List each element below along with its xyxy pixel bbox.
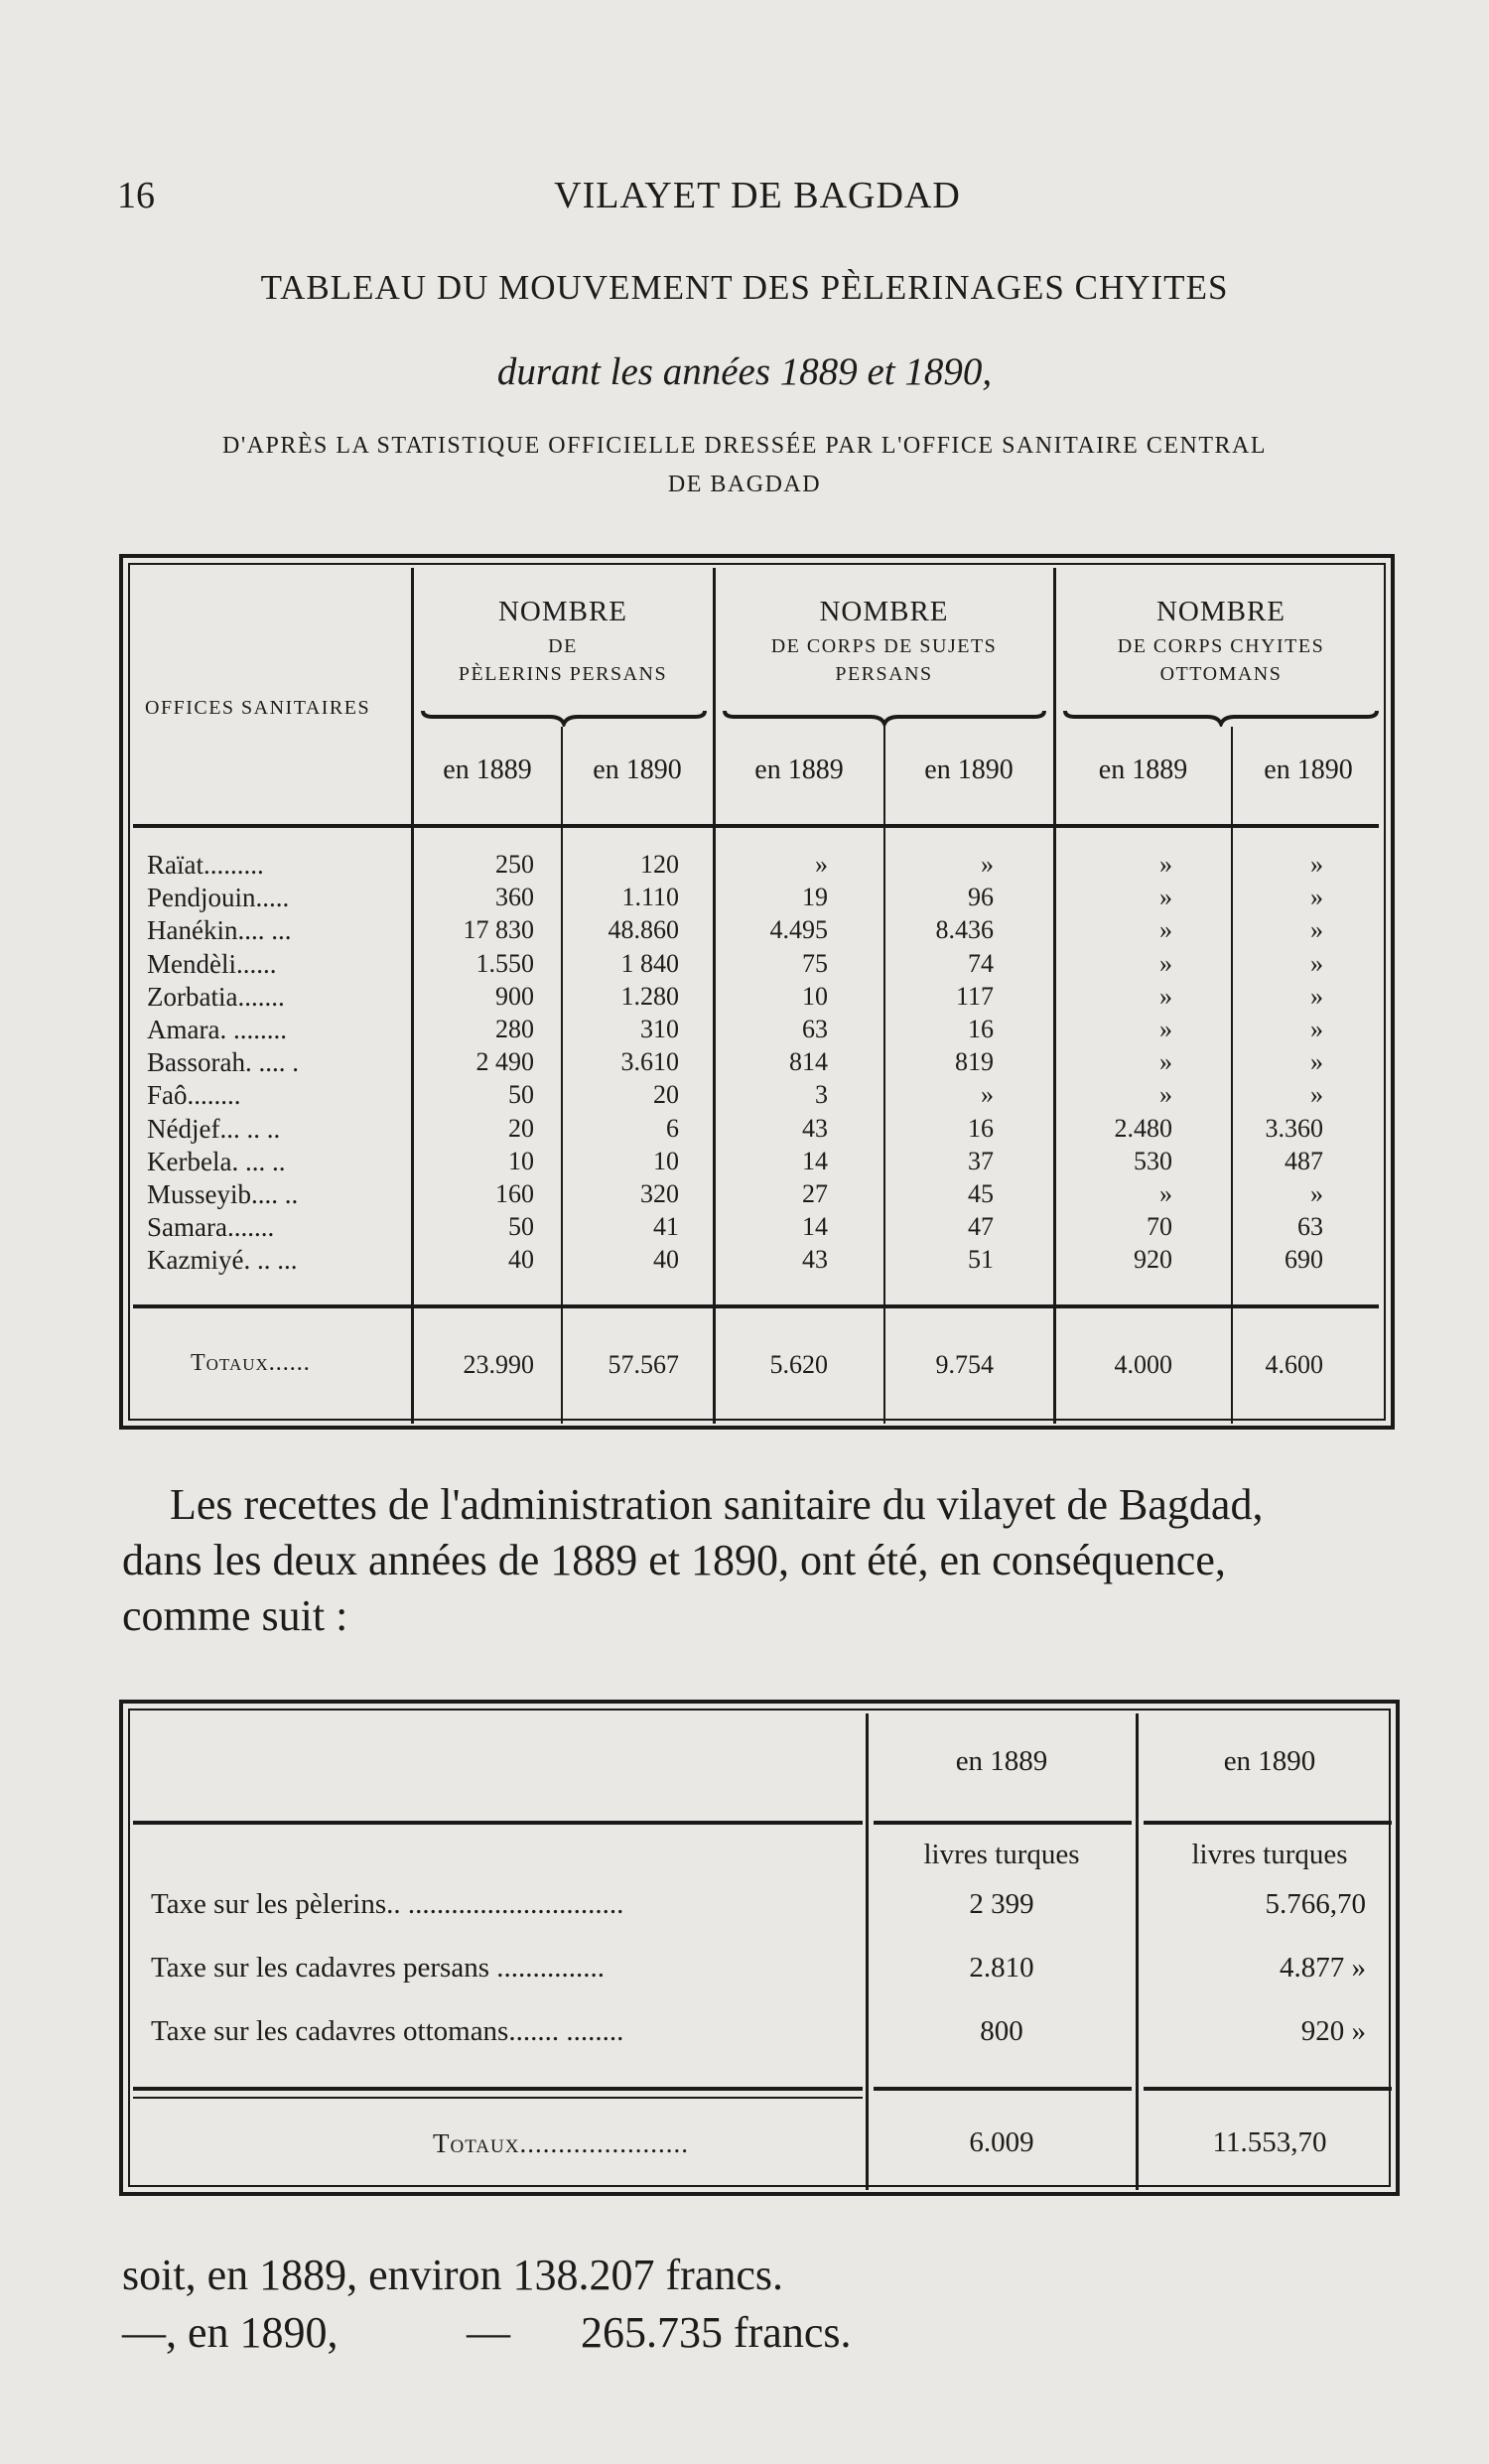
year-header: en 1890 [593,754,682,785]
table-cell: 74 [968,948,994,978]
total-value: 6.009 [969,2126,1034,2158]
total-value: 9.754 [935,1350,994,1379]
total-value: 57.567 [608,1350,679,1379]
table-cell: 16 [968,1113,994,1143]
table-cell: 20 [653,1080,679,1110]
table-cell: 360 [495,883,534,912]
year-header: en 1890 [924,754,1014,785]
table-cell: 3.360 [1265,1113,1323,1143]
table-cell: » [1159,1080,1172,1110]
office-name: Musseyib.... .. [147,1179,299,1209]
table-cell: 96 [968,883,994,912]
table-cell: 50 [508,1080,534,1110]
receipt-value: 4.877 » [1280,1952,1366,1984]
office-name: Kazmiyé. .. ... [147,1245,298,1276]
table-cell: 320 [640,1179,679,1208]
receipts-table [119,1700,1400,2196]
office-name: Faô........ [147,1080,241,1111]
table-cell: 690 [1285,1245,1323,1275]
group-header-1-line1: NOMBRE [497,596,628,627]
table-cell: 4.495 [769,915,828,945]
paragraph-line: Les recettes de l'administration sanitaire du vilayet de Bagdad, [170,1480,1264,1529]
conclusion-line-1: soit, en 1889, environ 138.207 francs. [122,2251,783,2299]
table-cell: 10 [653,1146,679,1175]
receipt-value: 2.810 [969,1952,1034,1984]
table-cell: 20 [508,1113,534,1143]
table-cell: 530 [1134,1146,1172,1175]
group-header-1-line2: DE [548,635,578,657]
total-value: 4.600 [1265,1350,1323,1379]
table-cell: » [981,1080,994,1110]
table-cell: 814 [789,1047,828,1077]
table-cell: 819 [955,1047,994,1077]
unit-header: livres turques [1191,1839,1348,1870]
office-name: Kerbela. ... .. [147,1146,286,1176]
office-name: Nédjef... .. .. [147,1113,281,1144]
office-name: Pendjouin..... [147,883,290,913]
table-cell: 1.280 [620,981,679,1011]
table-cell: 41 [653,1212,679,1242]
group-header-3-line2: DE CORPS CHYITES [1117,635,1325,657]
office-name: Bassorah. .... . [147,1047,299,1078]
table-cell: 920 [1134,1245,1172,1275]
table-cell: 17 830 [463,915,534,945]
table-cell: 310 [640,1015,679,1043]
table-cell: 43 [802,1113,828,1143]
receipt-label: Taxe sur les cadavres persans ............... [151,1952,605,1984]
table-cell: 19 [802,883,828,912]
table-cell: 3.610 [620,1047,679,1077]
table-cell: 40 [653,1245,679,1275]
table-cell: 1.550 [475,948,534,978]
table-cell: 14 [802,1212,828,1242]
total-value: 23.990 [463,1350,534,1379]
table-cell: 37 [968,1146,994,1175]
conclusion-line-2a: —, en 1890, [122,2308,338,2357]
table-cell: 117 [955,981,994,1011]
table-cell: » [1159,1047,1172,1077]
table-cell: » [1310,1179,1323,1208]
year-header: en 1889 [443,754,532,785]
table-cell: » [1310,883,1323,912]
body-paragraph [122,1477,1403,1644]
table-cell: 50 [508,1212,534,1242]
table-title: TABLEAU DU MOUVEMENT DES PÈLERINAGES CHYITES [260,268,1229,307]
table-cell: 487 [1285,1146,1323,1175]
conclusion-line-2b: — [467,2308,510,2357]
column-divider [1136,1713,1139,2190]
table-cell: » [1159,883,1172,912]
table-cell: 160 [495,1179,534,1208]
total-value: 4.000 [1114,1350,1172,1379]
table-cell: 250 [495,850,534,879]
group-header-2-line3: PERSANS [835,663,933,685]
office-name: Samara....... [147,1212,275,1243]
table-cell: 16 [968,1015,994,1043]
office-name: Hanékin.... ... [147,915,292,946]
table-cell: 63 [1297,1212,1323,1242]
table-cell: 70 [1147,1212,1172,1242]
totals-rule [133,2097,863,2099]
header-rule [133,1821,863,1825]
table-cell: 47 [968,1212,994,1242]
group-header-2-line2: DE CORPS DE SUJETS [770,635,998,657]
table-cell: » [1159,850,1172,879]
year-header: en 1889 [1098,754,1188,785]
table-cell: 48.860 [608,915,679,945]
header-rule [874,1821,1132,1825]
receipt-label: Taxe sur les pèlerins.. .............................. [151,1888,624,1920]
running-title: VILAYET DE BAGDAD [554,175,961,216]
table-cell: » [1310,1015,1323,1043]
table-cell: 51 [968,1245,994,1275]
pilgrimage-table [119,554,1395,1430]
table-cell: 280 [495,1015,534,1043]
table-cell: 43 [802,1245,828,1275]
table-cell: » [1310,1080,1323,1110]
table-cell: 10 [508,1146,534,1175]
table-cell: 75 [802,948,828,978]
group-header-3-line1: NOMBRE [1155,596,1286,627]
table-cell: » [1159,915,1172,945]
table-cell: 900 [495,981,534,1011]
column-divider [866,1713,869,2190]
receipt-value: 920 » [1300,2015,1366,2047]
table-source-line-2: DE BAGDAD [667,472,822,497]
year-header: en 1889 [955,1745,1048,1777]
receipt-value: 800 [980,2015,1023,2047]
table-cell: 63 [802,1015,828,1043]
receipt-label: Taxe sur les cadavres ottomans....... ........ [151,2015,624,2047]
year-header: en 1890 [1264,754,1353,785]
table-cell: » [1159,981,1172,1011]
group-header-2-line1: NOMBRE [819,596,949,627]
table-cell: » [1310,948,1323,978]
year-header: en 1890 [1223,1745,1316,1777]
row-header: OFFICES SANITAIRES [145,697,371,719]
table-cell: 8.436 [935,915,994,945]
office-name: Raïat......... [147,850,264,880]
conclusion-line-2c: 265.735 francs. [581,2308,852,2357]
totals-rule [874,2087,1132,2091]
table-cell: 2.480 [1114,1113,1172,1143]
table-cell: » [1159,1179,1172,1208]
table-subtitle: durant les années 1889 et 1890, [496,350,993,393]
table-cell: 27 [802,1179,828,1208]
group-header-3-line3: OTTOMANS [1159,663,1283,685]
table-cell: » [1159,948,1172,978]
table-cell: 10 [802,981,828,1011]
table-cell: 2 490 [475,1047,534,1077]
totals-rule [133,2087,863,2091]
group-header-1-line3: PÈLERINS PERSANS [458,663,668,685]
office-name: Mendèli...... [147,948,277,979]
page-number: 16 [117,175,155,216]
receipt-value: 2 399 [969,1888,1034,1920]
running-header [117,174,1398,223]
totals-label: Totaux...... [191,1350,311,1376]
office-name: Zorbatia....... [147,981,285,1012]
table-cell: » [1159,1015,1172,1043]
receipt-value: 5.766,70 [1265,1888,1366,1920]
unit-header: livres turques [923,1839,1080,1870]
table-cell: 6 [666,1113,679,1143]
table-body [123,558,1391,1426]
total-value: 5.620 [769,1350,828,1379]
paragraph-line: comme suit : [122,1591,348,1640]
table-cell: » [981,850,994,879]
table-cell: 40 [508,1245,534,1275]
table-cell: » [1310,915,1323,945]
total-value: 11.553,70 [1212,2126,1327,2158]
totals-label: Totaux...................... [433,2128,689,2158]
table-cell: 1.110 [621,883,679,912]
table-cell: 14 [802,1146,828,1175]
year-header: en 1889 [754,754,844,785]
table-cell: 45 [968,1179,994,1208]
table-cell: » [815,850,828,879]
table-cell: 3 [815,1080,828,1110]
table-cell: 1 840 [620,948,679,978]
table-cell: » [1310,1047,1323,1077]
office-name: Amara. ........ [147,1015,287,1044]
table-cell: » [1310,981,1323,1011]
table-source-line-1: D'APRÈS LA STATISTIQUE OFFICIELLE DRESSÉE PAR L'OFFICE SANITAIRE CENTRAL [222,433,1267,459]
table-cell: 120 [640,850,679,879]
paragraph-line: dans les deux années de 1889 et 1890, ont été, en conséquence, [122,1536,1226,1584]
table-cell: » [1310,850,1323,879]
header-rule [1144,1821,1392,1825]
totals-rule [1144,2087,1392,2091]
